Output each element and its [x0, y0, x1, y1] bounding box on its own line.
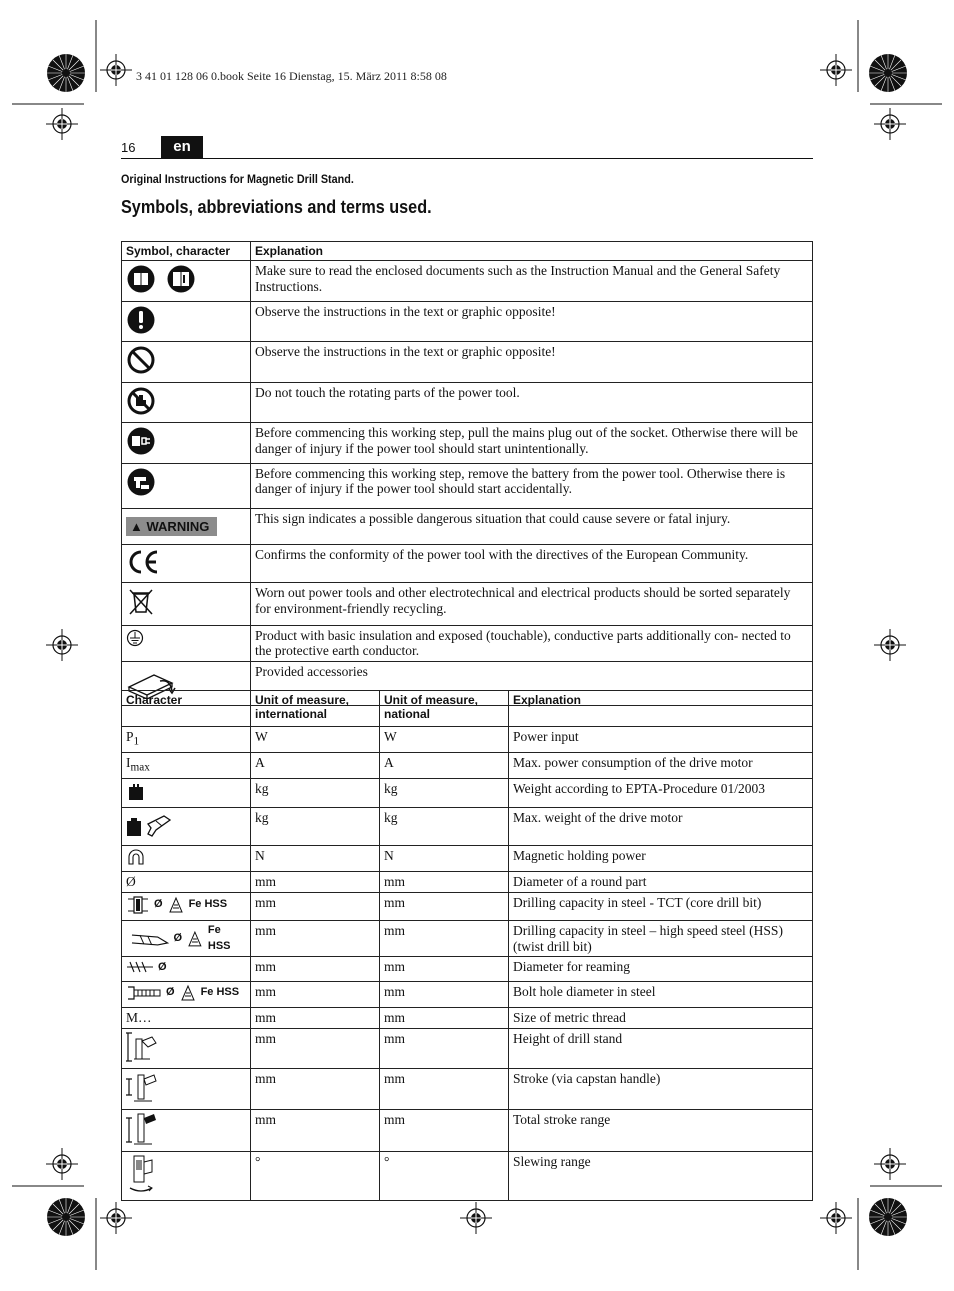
explanation-cell: Size of metric thread: [509, 1008, 813, 1029]
unit-international: W: [251, 727, 380, 753]
stroke-icon: [126, 1071, 158, 1103]
unit-international: mm: [251, 1028, 380, 1069]
unit-national: mm: [380, 892, 509, 921]
table-row: [122, 872, 813, 893]
document-subtitle: Original Instructions for Magnetic Drill Stand.: [121, 172, 354, 186]
header-rule: [121, 158, 813, 159]
character-symbol: I: [126, 755, 131, 771]
table-row: [122, 957, 813, 982]
unit-international: °: [251, 1152, 380, 1201]
table-row: [122, 1028, 813, 1069]
unit-international: mm: [251, 872, 380, 893]
symbols-table: [121, 241, 813, 706]
unit-national: kg: [380, 807, 509, 845]
column-header: Character: [122, 691, 251, 727]
material-mark: Fe HSS: [207, 924, 231, 952]
table-row: [122, 981, 813, 1008]
weight-motor-icon: [126, 810, 174, 838]
table-header-row: [122, 242, 813, 261]
explanation-cell: Confirms the conformity of the power tool with the directives of the European Community.: [251, 544, 813, 583]
explanation-cell: Slewing range: [509, 1152, 813, 1201]
magnet-icon: [126, 848, 146, 866]
material-mark: Fe HSS: [188, 898, 228, 911]
language-badge: en: [161, 136, 203, 158]
character-symbol: Ø: [122, 872, 251, 893]
explanation-cell: Provided accessories: [251, 661, 813, 706]
column-header: Explanation: [251, 242, 813, 261]
unit-national: mm: [380, 1028, 509, 1069]
table-row: [122, 807, 813, 845]
page-number: 16: [121, 140, 136, 155]
unit-national: mm: [380, 1109, 509, 1152]
unplug-icon: [126, 426, 156, 456]
explanation-cell: Worn out power tools and other electrotechnical and electrical products should be sorted separately for environment-friendly recycling.: [251, 583, 813, 626]
no-touch-icon: [126, 386, 156, 416]
weight-icon: [126, 781, 146, 801]
table-row: [122, 892, 813, 921]
reamer-icon: [126, 959, 167, 975]
bolt-hole-icon: [126, 984, 239, 1002]
explanation-cell: Stroke (via capstan handle): [509, 1069, 813, 1110]
table-row: [122, 753, 813, 779]
explanation-cell: Observe the instructions in the text or graphic opposite!: [251, 301, 813, 342]
diameter-mark: Ø: [166, 986, 175, 999]
table-row: [122, 423, 813, 464]
diameter-mark: Ø: [158, 960, 167, 973]
column-header: Unit of measure, national: [380, 691, 509, 727]
column-header: Symbol, character: [122, 242, 251, 261]
unit-international: A: [251, 753, 380, 779]
table-row: [122, 1152, 813, 1201]
unit-international: mm: [251, 957, 380, 982]
explanation-cell: Total stroke range: [509, 1109, 813, 1152]
unit-international: mm: [251, 1069, 380, 1110]
table-row: [122, 544, 813, 583]
unit-international: mm: [251, 892, 380, 921]
core-drill-icon: [126, 895, 227, 915]
table-row: [122, 1069, 813, 1110]
section-title: Symbols, abbreviations and terms used.: [121, 197, 432, 217]
table-row: [122, 921, 813, 957]
unit-international: mm: [251, 1109, 380, 1152]
table-row: [122, 727, 813, 753]
warning-label: WARNING: [146, 518, 210, 534]
unit-national: N: [380, 845, 509, 872]
diameter-mark: Ø: [173, 932, 183, 945]
unit-national: mm: [380, 872, 509, 893]
explanation-cell: Magnetic holding power: [509, 845, 813, 872]
explanation-cell: Observe the instructions in the text or graphic opposite!: [251, 342, 813, 383]
remove-battery-icon: [126, 467, 156, 497]
unit-national: W: [380, 727, 509, 753]
column-header: Explanation: [509, 691, 813, 727]
explanation-cell: This sign indicates a possible dangerous situation that could cause severe or fatal injury.: [251, 508, 813, 544]
table-row: [122, 342, 813, 383]
explanation-cell: Power input: [509, 727, 813, 753]
table-row: [122, 463, 813, 508]
explanation-cell: Max. weight of the drive motor: [509, 807, 813, 845]
explanation-cell: Max. power consumption of the drive motor: [509, 753, 813, 779]
warning-sign-icon: ▲ WARNING: [126, 517, 217, 537]
unit-national: mm: [380, 957, 509, 982]
table-row: [122, 261, 813, 302]
table-row: [122, 301, 813, 342]
explanation-cell: Diameter for reaming: [509, 957, 813, 982]
earth-conductor-icon: [126, 629, 144, 647]
unit-national: mm: [380, 1008, 509, 1029]
table-header-row: [122, 691, 813, 727]
explanation-cell: Drilling capacity in steel - TCT (core drill bit): [509, 892, 813, 921]
explanation-cell: Before commencing this working step, remove the battery from the power tool. Otherwise there is danger of injury if the power tool should start accidentally.: [251, 463, 813, 508]
character-subscript: 1: [133, 735, 140, 748]
exclamation-icon: [126, 305, 156, 335]
explanation-cell: Product with basic insulation and exposed (touchable), conductive parts additionally con- nected to the protective earth conductor.: [251, 625, 813, 661]
unit-international: N: [251, 845, 380, 872]
unit-international: kg: [251, 807, 380, 845]
table-row: [122, 1008, 813, 1029]
unit-national: kg: [380, 779, 509, 808]
unit-international: mm: [251, 921, 380, 957]
explanation-cell: Weight according to EPTA-Procedure 01/2003: [509, 779, 813, 808]
unit-national: mm: [380, 981, 509, 1008]
unit-international: mm: [251, 981, 380, 1008]
explanation-cell: Height of drill stand: [509, 1028, 813, 1069]
explanation-cell: Bolt hole diameter in steel: [509, 981, 813, 1008]
unit-national: A: [380, 753, 509, 779]
ce-mark-icon: [126, 548, 160, 576]
table-row: [122, 625, 813, 661]
total-stroke-icon: [126, 1112, 158, 1146]
material-mark: Fe HSS: [200, 986, 240, 999]
stand-height-icon: [126, 1031, 158, 1063]
character-subscript: max: [130, 761, 150, 774]
table-row: [122, 508, 813, 544]
explanation-cell: Make sure to read the enclosed documents such as the Instruction Manual and the General Safety Instructions.: [251, 261, 813, 302]
table-row: [122, 845, 813, 872]
table-row: [122, 1109, 813, 1152]
explanation-cell: Before commencing this working step, pull the mains plug out of the socket. Otherwise there will be danger of injury if the power tool should start unintentionally.: [251, 423, 813, 464]
explanation-cell: Do not touch the rotating parts of the power tool.: [251, 382, 813, 423]
twist-drill-icon: [130, 923, 246, 954]
crossed-bin-icon: [126, 586, 156, 618]
unit-national: mm: [380, 1069, 509, 1110]
unit-international: kg: [251, 779, 380, 808]
explanation-cell: Drilling capacity in steel – high speed steel (HSS) (twist drill bit): [509, 921, 813, 957]
diameter-mark: Ø: [154, 898, 163, 911]
prohibition-icon: [126, 345, 156, 375]
character-symbol: M…: [122, 1008, 251, 1029]
read-manual-icon: [126, 264, 198, 294]
table-row: [122, 583, 813, 626]
slewing-icon: [126, 1154, 156, 1194]
unit-international: mm: [251, 1008, 380, 1029]
characters-table: [121, 690, 813, 1201]
print-header: 3 41 01 128 06 0.book Seite 16 Dienstag, 15. März 2011 8:58 08: [136, 69, 447, 83]
explanation-cell: Diameter of a round part: [509, 872, 813, 893]
table-row: [122, 382, 813, 423]
column-header: Unit of measure, international: [251, 691, 380, 727]
character-symbol: P: [126, 729, 134, 744]
unit-national: mm: [380, 921, 509, 957]
unit-national: °: [380, 1152, 509, 1201]
table-row: [122, 779, 813, 808]
